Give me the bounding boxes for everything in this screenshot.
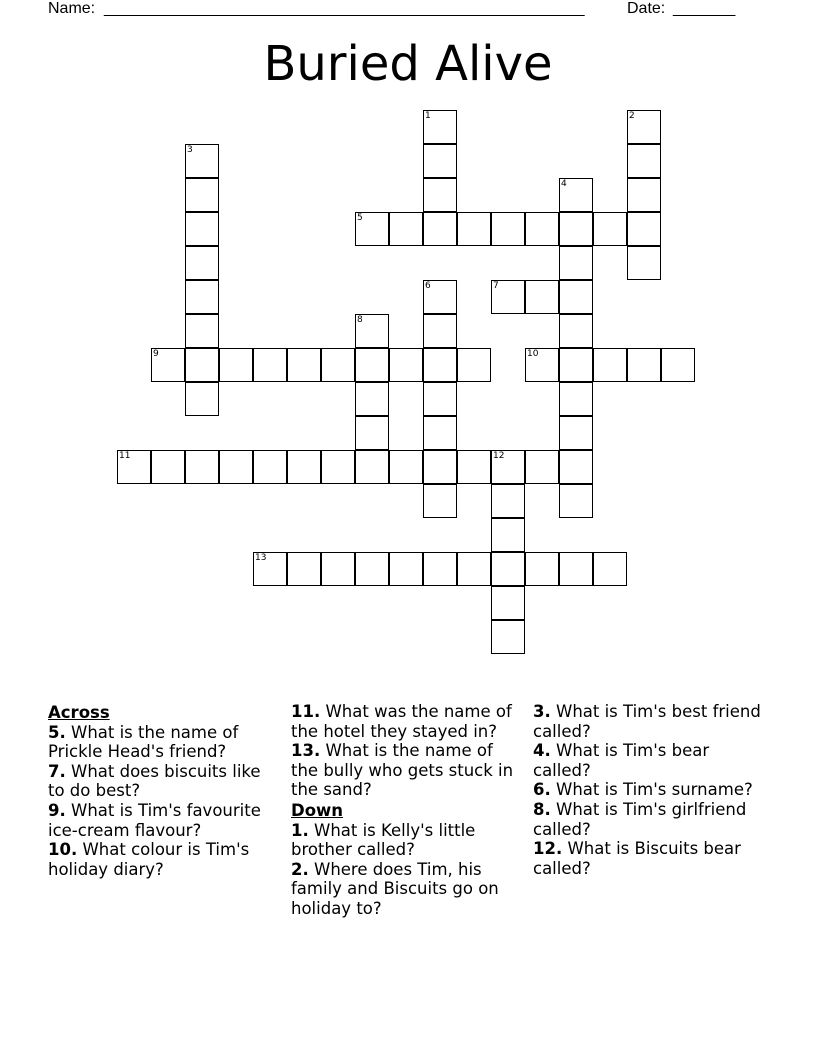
grid-cell[interactable] <box>491 280 525 314</box>
clues-column-1 <box>48 702 273 879</box>
clue-number: 13. <box>291 741 321 761</box>
grid-cell[interactable] <box>185 280 219 314</box>
clue-text: What is the name of Prickle Head's friend? <box>48 722 239 762</box>
date-field[interactable]: _______ <box>673 0 736 17</box>
grid-cell[interactable] <box>627 178 661 212</box>
clue-number: 1. <box>291 820 309 840</box>
clue-number: 2. <box>291 859 309 879</box>
grid-cell[interactable] <box>185 314 219 348</box>
clue-text: What is Tim's girlfriend called? <box>533 799 747 839</box>
grid-cell[interactable] <box>185 348 219 382</box>
grid-cell[interactable] <box>423 416 457 450</box>
grid-cell[interactable] <box>287 450 321 484</box>
grid-cell[interactable] <box>559 246 593 280</box>
cell-number: 9 <box>153 349 159 359</box>
name-field[interactable]: ______________________________________________________ <box>104 0 585 17</box>
clue-text: What is Kelly's little brother called? <box>291 820 476 860</box>
clue-down-1 <box>291 821 521 860</box>
grid-cell[interactable] <box>287 348 321 382</box>
grid-cell[interactable] <box>423 450 457 484</box>
grid-cell[interactable] <box>355 314 389 348</box>
grid-cell[interactable] <box>627 110 661 144</box>
clue-text: What colour is Tim's holiday diary? <box>48 840 250 879</box>
grid-cell[interactable] <box>559 450 593 484</box>
grid-cell[interactable] <box>559 178 593 212</box>
grid-cell[interactable] <box>185 246 219 280</box>
grid-cell[interactable] <box>423 314 457 348</box>
grid-cell[interactable] <box>423 280 457 314</box>
clue-number: 7. <box>48 761 66 781</box>
grid-cell[interactable] <box>355 382 389 416</box>
clue-text: What is Biscuits bear called? <box>533 839 741 878</box>
clue-down-4 <box>533 741 768 780</box>
clue-number: 10. <box>48 840 78 860</box>
grid-cell[interactable] <box>423 178 457 212</box>
grid-cell[interactable] <box>355 450 389 484</box>
clue-number: 4. <box>533 741 551 761</box>
grid-cell[interactable] <box>525 280 559 314</box>
grid-cell[interactable] <box>253 552 287 586</box>
grid-cell[interactable] <box>219 450 253 484</box>
clue-down-2 <box>291 860 521 919</box>
cell-number: 4 <box>561 179 567 189</box>
grid-cell[interactable] <box>491 212 525 246</box>
grid-cell[interactable] <box>525 552 559 586</box>
clue-number: 9. <box>48 800 66 820</box>
grid-cell[interactable] <box>593 348 627 382</box>
grid-cell[interactable] <box>423 484 457 518</box>
grid-cell[interactable] <box>491 552 525 586</box>
cell-number: 12 <box>493 451 505 461</box>
grid-cell[interactable] <box>559 382 593 416</box>
grid-cell[interactable] <box>117 450 151 484</box>
grid-cell[interactable] <box>559 314 593 348</box>
cell-number: 10 <box>527 349 539 359</box>
clue-down-8 <box>533 800 768 839</box>
clue-text: What is Tim's surname? <box>556 780 753 800</box>
grid-cell[interactable] <box>423 382 457 416</box>
grid-cell[interactable] <box>355 416 389 450</box>
grid-cell[interactable] <box>151 348 185 382</box>
grid-cell[interactable] <box>559 348 593 382</box>
cell-number: 13 <box>255 553 267 563</box>
grid-cell[interactable] <box>457 450 491 484</box>
grid-cell[interactable] <box>627 212 661 246</box>
clue-number: 6. <box>533 780 551 800</box>
cell-number: 8 <box>357 315 363 325</box>
grid-cell[interactable] <box>151 450 185 484</box>
grid-cell[interactable] <box>525 212 559 246</box>
grid-cell[interactable] <box>389 212 423 246</box>
clue-across-10 <box>48 840 273 879</box>
grid-cell[interactable] <box>185 144 219 178</box>
clue-number: 12. <box>533 839 563 859</box>
clues-column-3 <box>533 702 768 878</box>
grid-cell[interactable] <box>559 484 593 518</box>
grid-cell[interactable] <box>491 620 525 654</box>
grid-cell[interactable] <box>491 518 525 552</box>
clue-text: What is Tim's favourite ice-cream flavour? <box>48 800 261 840</box>
grid-cell[interactable] <box>185 382 219 416</box>
grid-cell[interactable] <box>321 348 355 382</box>
cell-number: 3 <box>187 145 193 155</box>
across-heading: Across <box>48 703 110 722</box>
clue-down-6 <box>533 780 768 800</box>
grid-cell[interactable] <box>423 110 457 144</box>
name-label: Name: <box>48 0 96 17</box>
grid-cell[interactable] <box>559 416 593 450</box>
grid-cell[interactable] <box>389 348 423 382</box>
grid-cell[interactable] <box>457 212 491 246</box>
clue-number: 3. <box>533 702 551 721</box>
clue-text: What is the name of the bully who gets stuck in the sand? <box>291 741 514 800</box>
grid-cell[interactable] <box>253 348 287 382</box>
clue-across-5 <box>48 723 273 762</box>
clue-across-9 <box>48 801 273 840</box>
grid-cell[interactable] <box>457 552 491 586</box>
grid-cell[interactable] <box>627 348 661 382</box>
grid-cell[interactable] <box>559 280 593 314</box>
grid-cell[interactable] <box>185 178 219 212</box>
clue-text: What is Tim's bear called? <box>533 741 710 780</box>
clue-text: What was the name of the hotel they stayed in? <box>291 702 512 741</box>
grid-cell[interactable] <box>185 212 219 246</box>
grid-cell[interactable] <box>389 552 423 586</box>
grid-cell[interactable] <box>423 348 457 382</box>
clue-down-3 <box>533 702 768 741</box>
grid-cell[interactable] <box>355 212 389 246</box>
clue-text: Where does Tim, his family and Biscuits go on holiday to? <box>291 859 499 918</box>
clue-text: What is Tim's best friend called? <box>533 702 761 741</box>
cell-number: 7 <box>493 281 499 291</box>
grid-cell[interactable] <box>355 552 389 586</box>
down-heading: Down <box>291 800 344 820</box>
cell-number: 6 <box>425 281 431 291</box>
grid-cell[interactable] <box>593 212 627 246</box>
grid-cell[interactable] <box>185 450 219 484</box>
clue-number: 11. <box>291 702 321 721</box>
grid-cell[interactable] <box>457 348 491 382</box>
grid-cell[interactable] <box>661 348 695 382</box>
grid-cell[interactable] <box>253 450 287 484</box>
grid-cell[interactable] <box>559 552 593 586</box>
grid-cell[interactable] <box>355 348 389 382</box>
date-label: Date: <box>627 0 666 17</box>
grid-cell[interactable] <box>321 552 355 586</box>
clue-number: 5. <box>48 722 66 742</box>
grid-cell[interactable] <box>287 552 321 586</box>
grid-cell[interactable] <box>219 348 253 382</box>
puzzle-title: Buried Alive <box>263 36 553 92</box>
grid-cell[interactable] <box>491 586 525 620</box>
cell-number: 2 <box>629 111 635 121</box>
grid-cell[interactable] <box>389 450 423 484</box>
grid-cell[interactable] <box>559 212 593 246</box>
grid-cell[interactable] <box>423 552 457 586</box>
clue-number: 8. <box>533 799 551 819</box>
grid-cell[interactable] <box>593 552 627 586</box>
grid-cell[interactable] <box>423 212 457 246</box>
grid-cell[interactable] <box>491 484 525 518</box>
cell-number: 5 <box>357 213 363 223</box>
clue-text: What does biscuits like to do best? <box>48 761 261 801</box>
clue-across-7 <box>48 762 273 801</box>
grid-cell[interactable] <box>525 450 559 484</box>
cell-number: 11 <box>119 451 131 461</box>
clue-across-11 <box>291 702 521 741</box>
grid-cell[interactable] <box>491 450 525 484</box>
grid-cell[interactable] <box>627 246 661 280</box>
grid-cell[interactable] <box>423 144 457 178</box>
clues-column-2 <box>291 702 521 919</box>
grid-cell[interactable] <box>627 144 661 178</box>
clue-down-12 <box>533 839 768 878</box>
cell-number: 1 <box>425 111 431 121</box>
clue-across-13 <box>291 741 521 800</box>
grid-cell[interactable] <box>525 348 559 382</box>
grid-cell[interactable] <box>321 450 355 484</box>
